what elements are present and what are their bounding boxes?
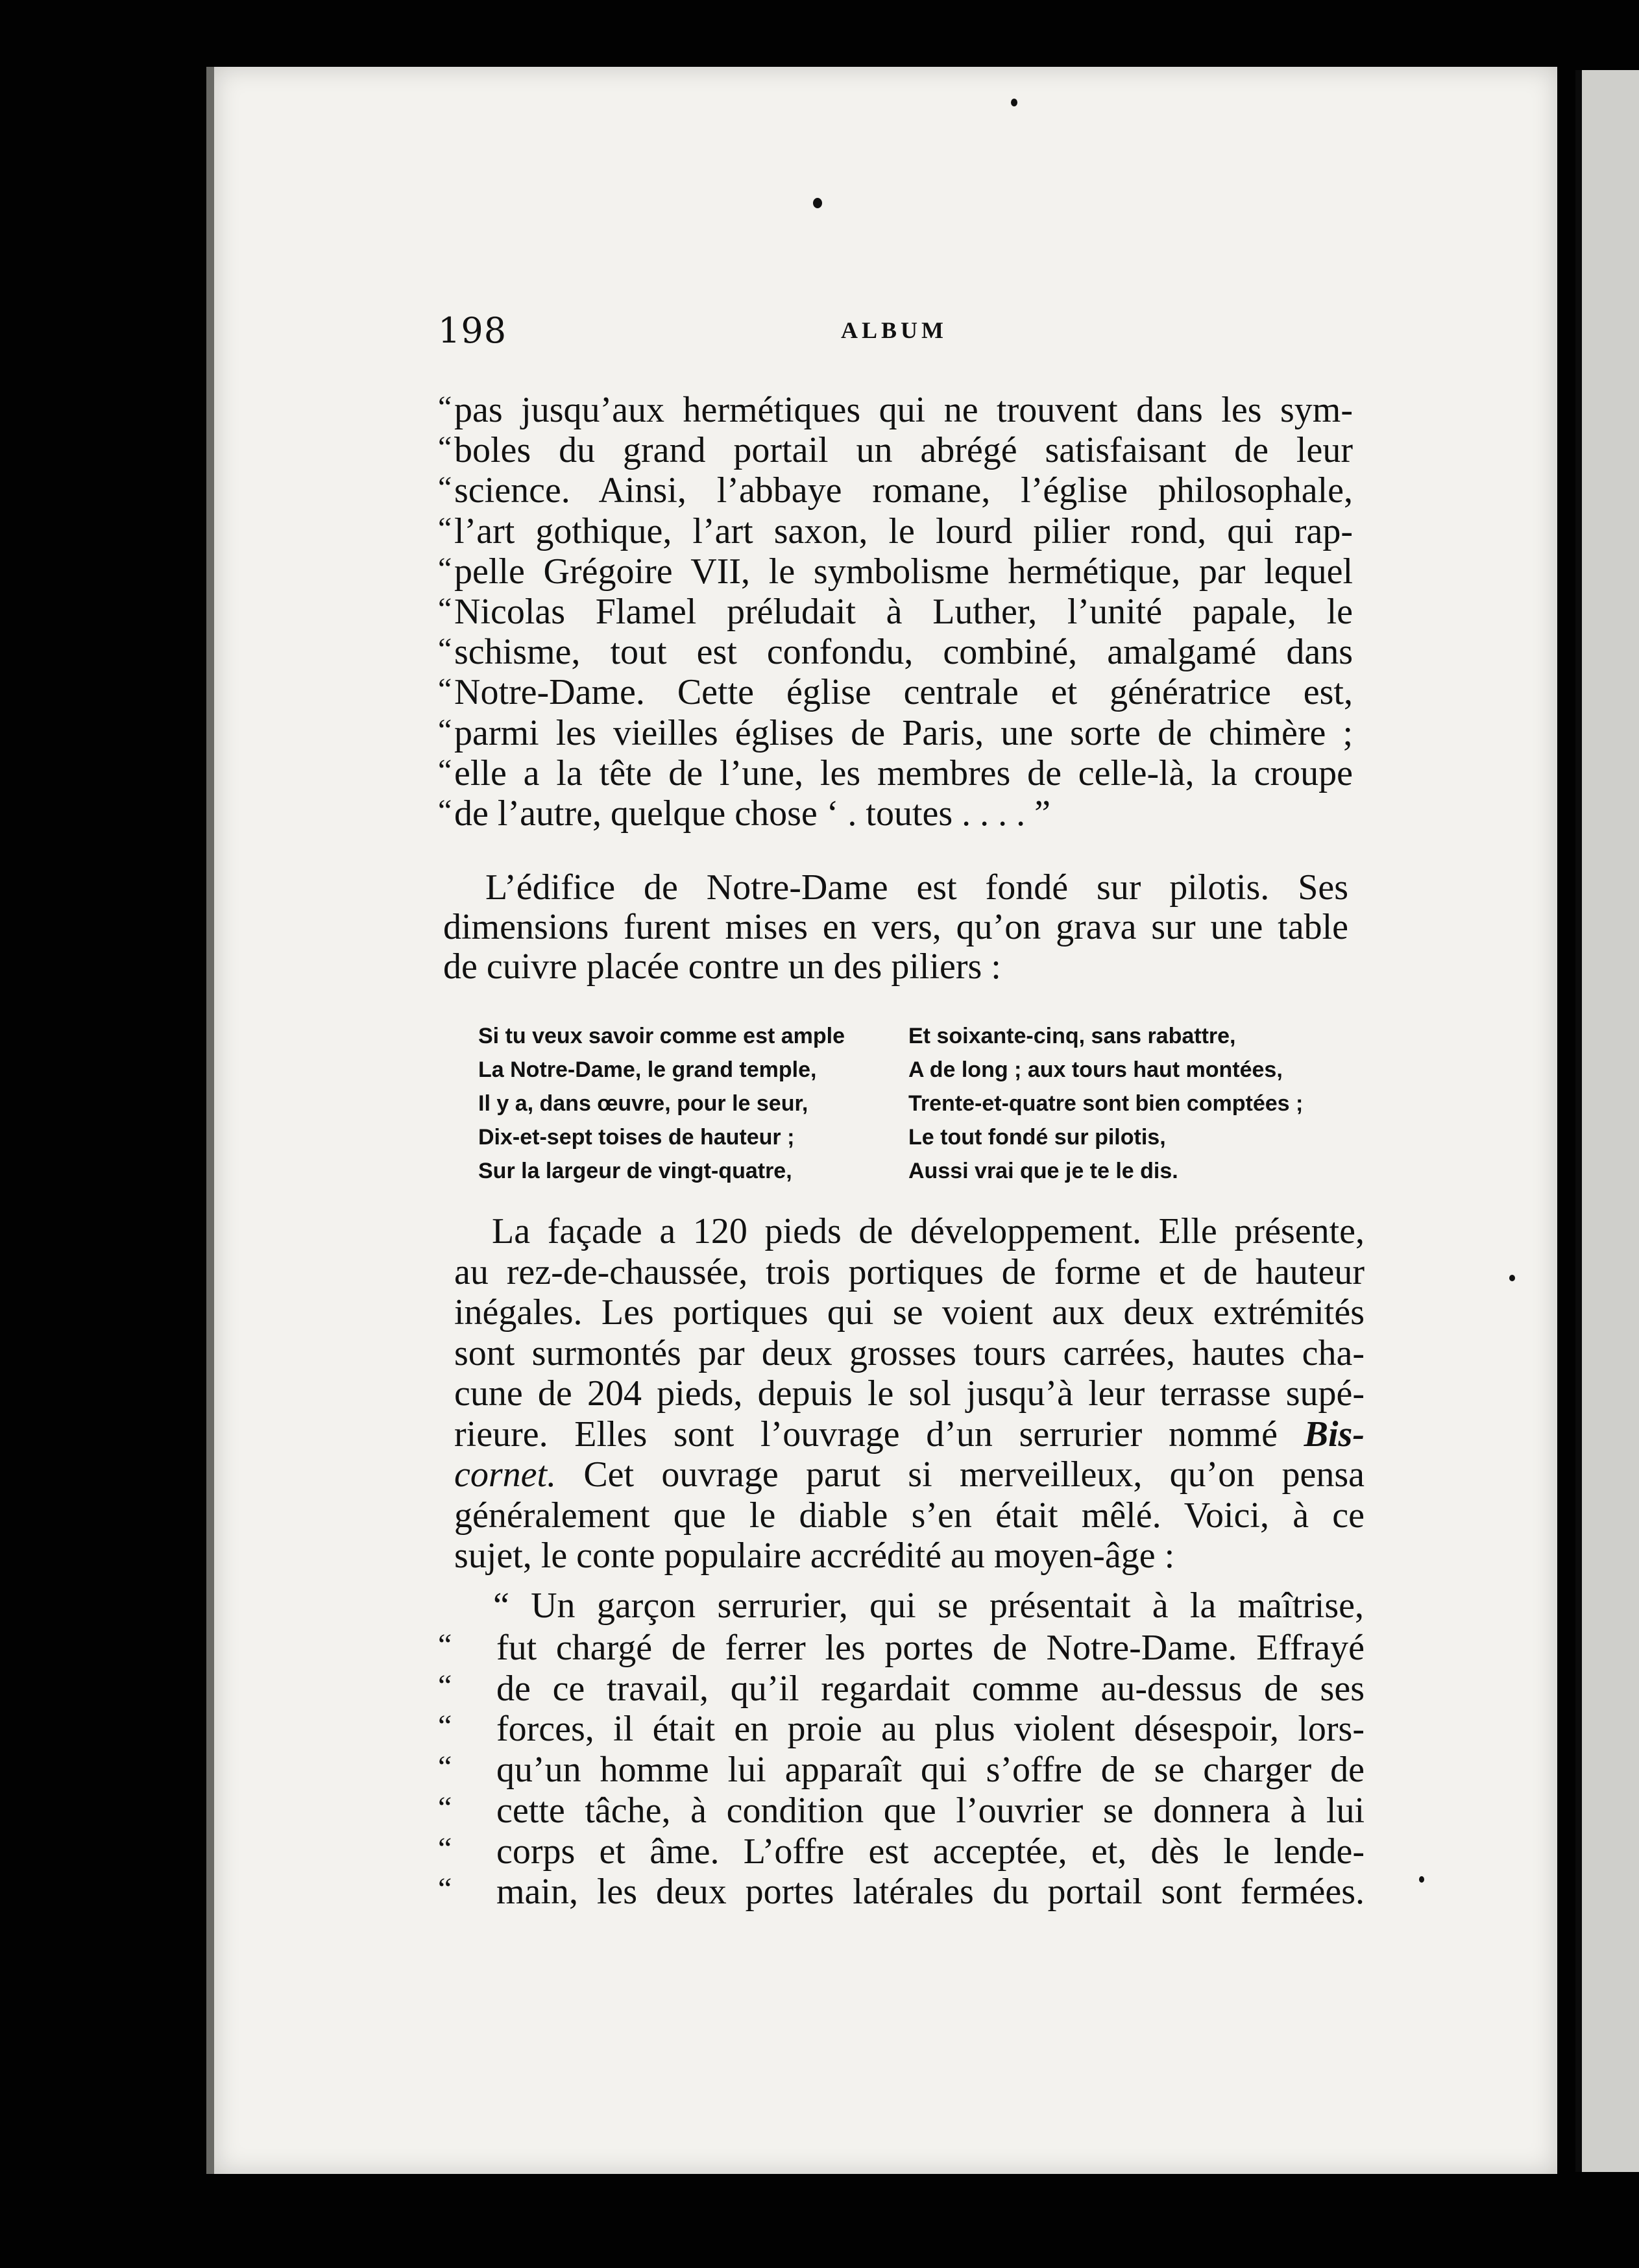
quote-mark: “	[438, 551, 452, 586]
quote-mark: “	[438, 592, 452, 626]
verse-line-left: Dix-et-sept toises de hauteur ;	[478, 1125, 795, 1150]
quote-mark: “	[438, 1709, 452, 1743]
line-text: pelle Grégoire VII, le symbolisme hermétique, par lequel	[454, 551, 1353, 592]
quote-mark: “	[438, 470, 452, 505]
quote-mark: “	[438, 430, 452, 464]
line-text: L’édifice de Notre-Dame est fondé sur pilotis. Ses	[485, 867, 1348, 908]
quote-mark: “	[438, 1872, 452, 1906]
verse-line-left: La Notre-Dame, le grand temple,	[478, 1057, 817, 1082]
line-text: fut chargé de ferrer les portes de Notre-Dame. Effrayé	[496, 1628, 1365, 1668]
line-text: main, les deux portes latérales du portail sont fermées.	[496, 1872, 1365, 1912]
line-text: science. Ainsi, l’abbaye romane, l’église philosophale,	[454, 470, 1353, 511]
verse-line-right: Aussi vrai que je te le dis.	[908, 1159, 1178, 1183]
verse-line-right: A de long ; aux tours haut montées,	[908, 1057, 1283, 1082]
verse-line-left: Si tu veux savoir comme est ample	[478, 1024, 845, 1048]
line-text: inégales. Les portiques qui se voient aux deux extrémités	[454, 1292, 1365, 1333]
line-text: schisme, tout est confondu, combiné, amalgamé dans	[454, 632, 1353, 672]
quote-mark: “	[438, 1831, 452, 1866]
line-text: généralement que le diable s’en était mêlé. Voici, à ce	[454, 1495, 1365, 1536]
quote-mark: “	[438, 1628, 452, 1662]
line-text: boles du grand portail un abrégé satisfaisant de leur	[454, 430, 1353, 470]
ink-speck	[1419, 1876, 1424, 1883]
verse-line-right: Trente-et-quatre sont bien comptées ;	[908, 1091, 1304, 1116]
line-text: au rez-de-chaussée, trois portiques de forme et de hauteur	[454, 1252, 1365, 1292]
line-text: forces, il était en proie au plus violent désespoir, lors-	[496, 1709, 1365, 1749]
verse-line-right: Le tout fondé sur pilotis,	[908, 1125, 1166, 1150]
ink-speck	[1509, 1275, 1515, 1281]
line-text: sujet, le conte populaire accrédité au moyen-âge :	[454, 1536, 1175, 1576]
quote-mark: “	[438, 672, 452, 706]
verse-line-left: Sur la largeur de vingt-quatre,	[478, 1159, 792, 1183]
line-text: parmi les vieilles églises de Paris, une sorte de chimère ;	[454, 713, 1353, 753]
line-text: dimensions furent mises en vers, qu’on grava sur une table	[443, 907, 1348, 947]
line-text: Notre-Dame. Cette église centrale et génératrice est,	[454, 672, 1353, 712]
ink-speck	[1011, 99, 1017, 106]
quote-mark: “	[438, 753, 452, 788]
line-text: rieure. Elles sont l’ouvrage d’un serrurier nommé Bis-	[454, 1414, 1365, 1454]
line-text: de cuivre placée contre un des piliers :	[443, 947, 1001, 987]
quote-mark: “	[438, 390, 452, 424]
facing-page-edge	[1575, 70, 1639, 2172]
page-number: 198	[438, 310, 507, 351]
line-text: de ce travail, qu’il regardait comme au-dessus de ses	[496, 1669, 1365, 1709]
line-text: “ Un garçon serrurier, qui se présentait à la maîtrise,	[493, 1586, 1364, 1626]
running-head: ALBUM	[841, 317, 947, 343]
line-text: elle a la tête de l’une, les membres de celle-là, la croupe	[454, 753, 1353, 793]
line-text: l’art gothique, l’art saxon, le lourd pilier rond, qui rap-	[454, 511, 1353, 551]
quote-mark: “	[438, 1791, 452, 1825]
quote-mark: “	[438, 511, 452, 546]
line-text: La façade a 120 pieds de développement. Elle présente,	[492, 1211, 1365, 1251]
line-text: qu’un homme lui apparaît qui s’offre de se charger de	[496, 1750, 1365, 1790]
line-text: pas jusqu’aux hermétiques qui ne trouvent dans les sym-	[454, 390, 1353, 430]
ink-speck	[813, 198, 822, 208]
quote-mark: “	[438, 1669, 452, 1703]
line-text: de l’autre, quelque chose ‘ . toutes . . . . ”	[454, 793, 1051, 834]
quote-mark: “	[438, 632, 452, 666]
line-text: cornet. Cet ouvrage parut si merveilleux, qu’on pensa	[454, 1454, 1365, 1495]
line-text: cette tâche, à condition que l’ouvrier se donnera à lui	[496, 1791, 1365, 1831]
quote-mark: “	[438, 793, 452, 828]
verse-line-right: Et soixante-cinq, sans rabattre,	[908, 1024, 1236, 1048]
line-text: sont surmontés par deux grosses tours carrées, hautes cha-	[454, 1333, 1365, 1373]
quote-mark: “	[438, 1750, 452, 1784]
line-text: cune de 204 pieds, depuis le sol jusqu’à leur terrasse supé-	[454, 1373, 1365, 1414]
verse-line-left: Il y a, dans œuvre, pour le seur,	[478, 1091, 808, 1116]
line-text: Nicolas Flamel préludait à Luther, l’unité papale, le	[454, 592, 1353, 632]
line-text: corps et âme. L’offre est acceptée, et, dès le lende-	[496, 1831, 1365, 1872]
quote-mark: “	[438, 713, 452, 747]
